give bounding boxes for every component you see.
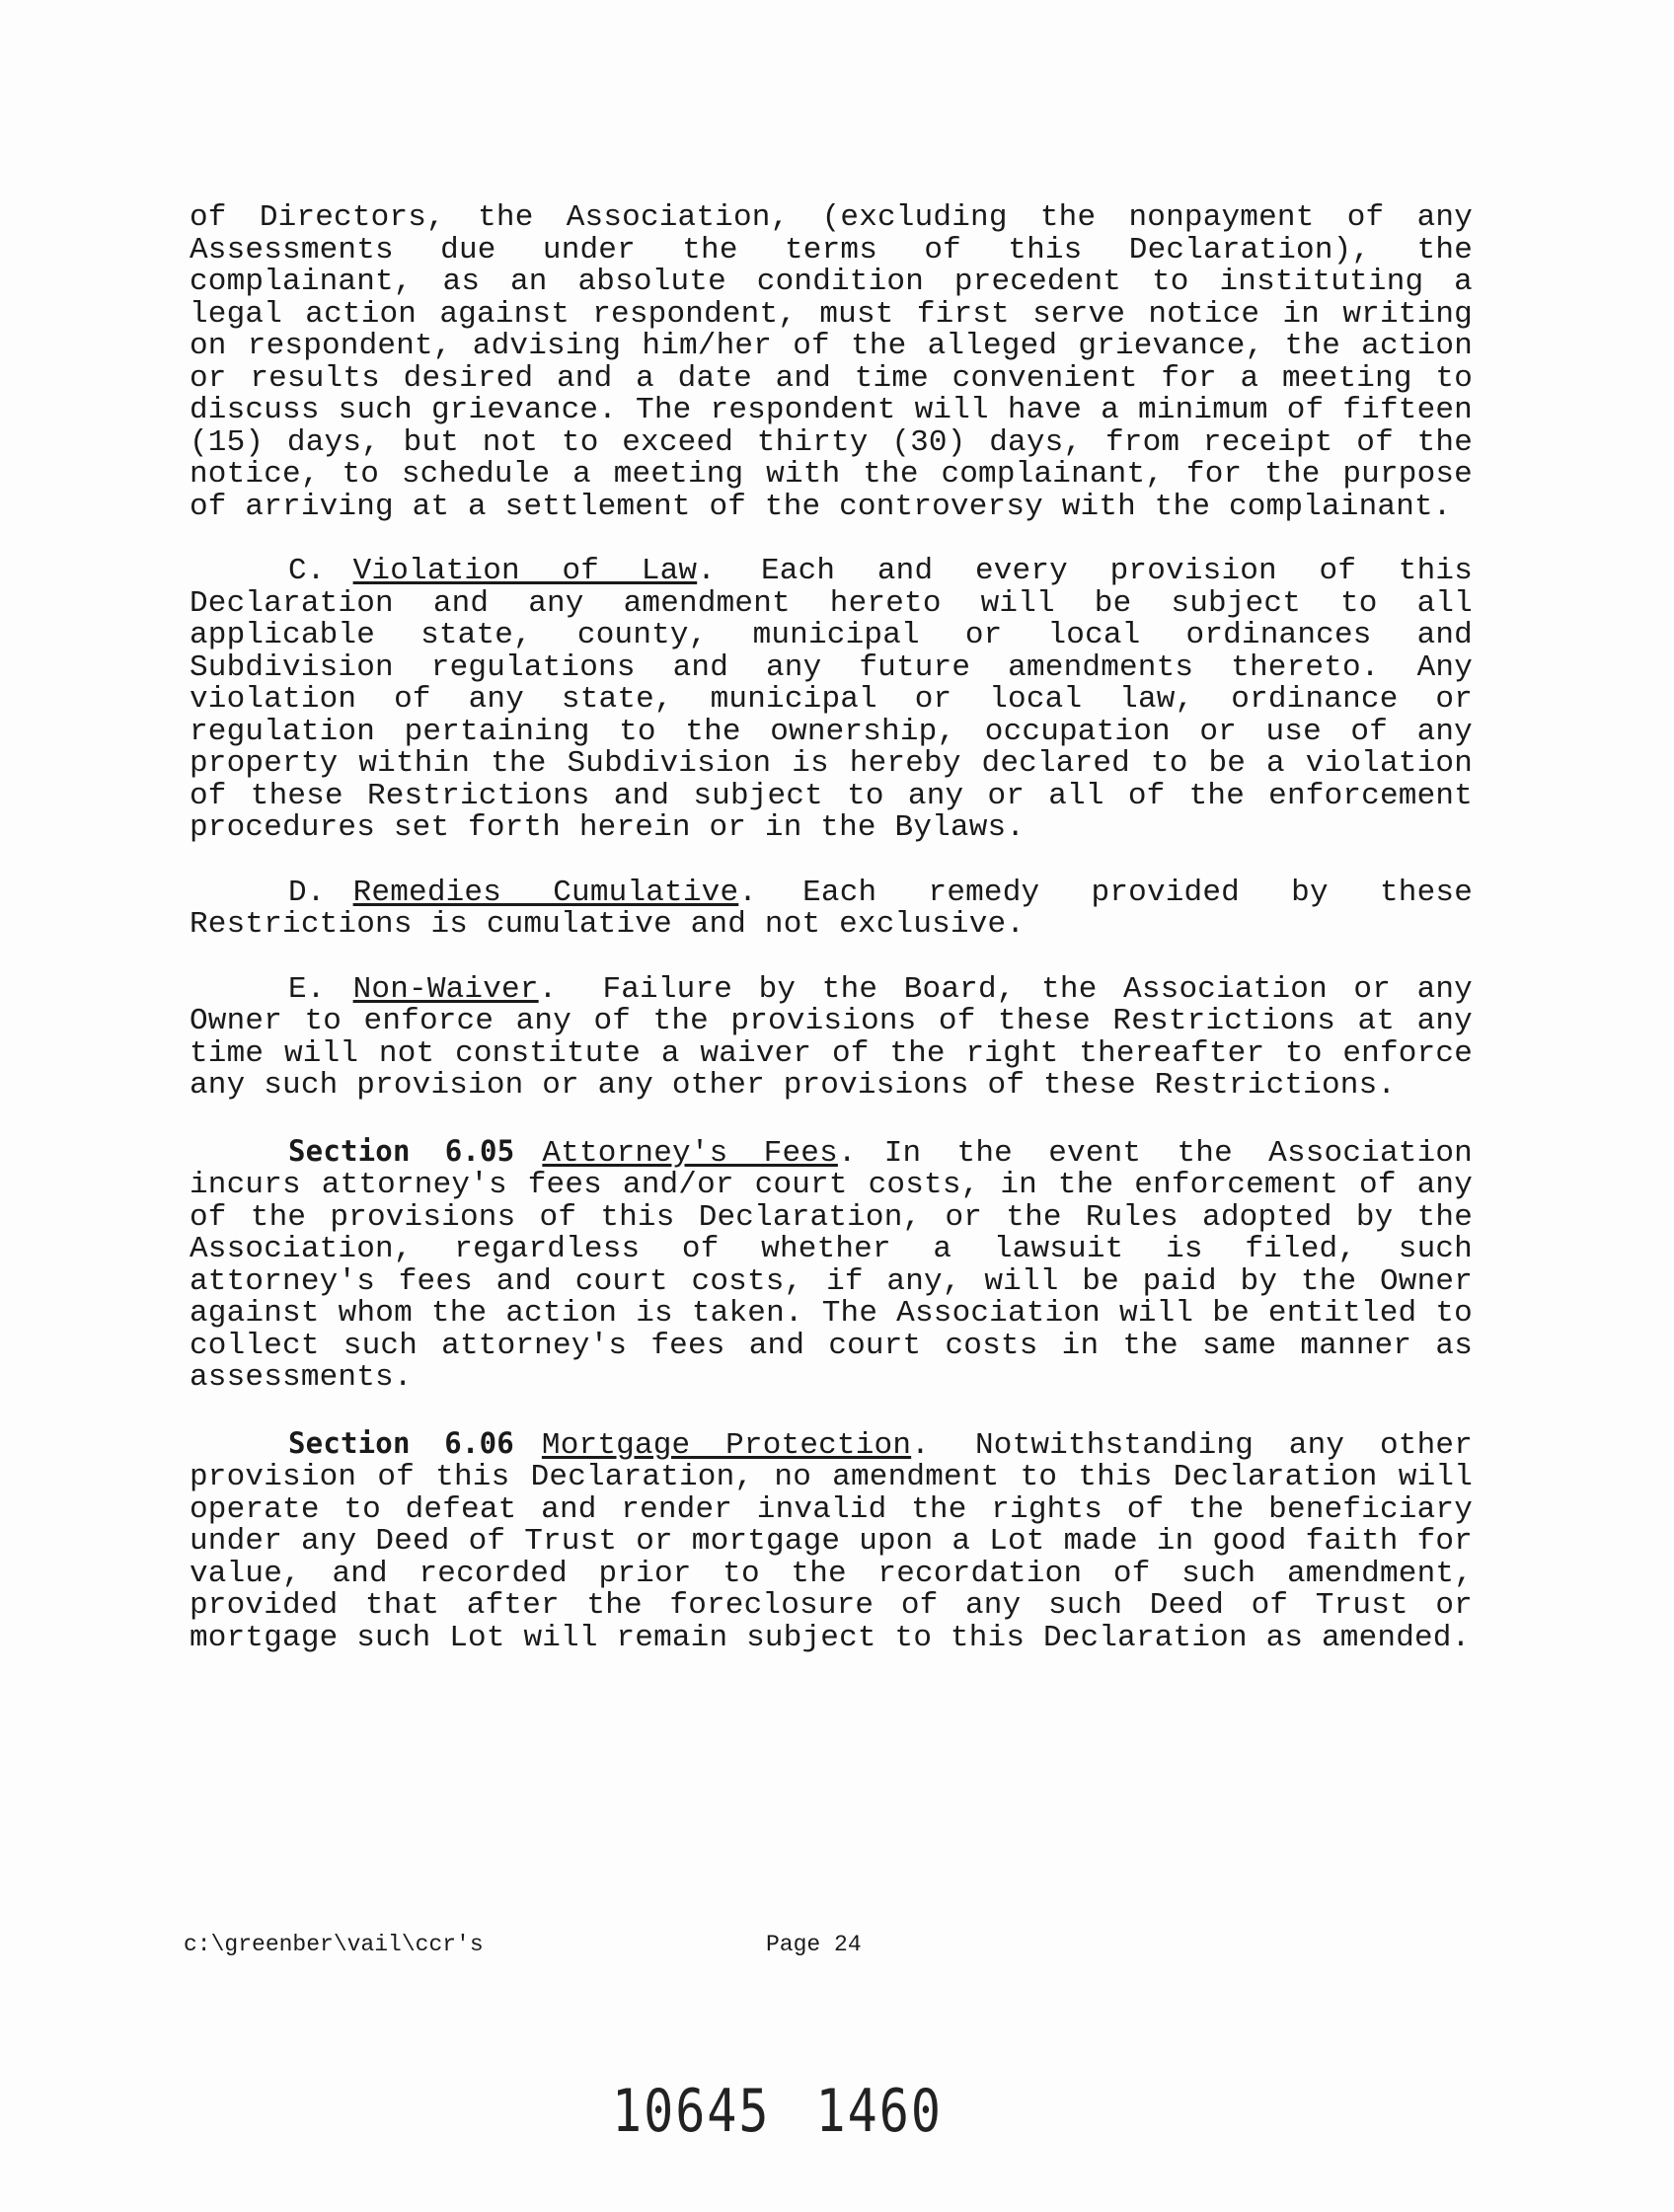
section-label: Section 6.05 [288, 1133, 515, 1168]
subsection-letter: D. [288, 875, 326, 910]
section-text: Notwithstanding any other provision of this Declaration, no amendment to this Declaration will operate to defeat and render invalid the rights of the beneficiary under any Deed of Trust or mortgage upon a Lot made in good faith for value, and recorded prior to the recordation of such amendment, provided that after the foreclosure of any such Deed of Trust or mortgage such Lot will remain subject to this Declaration as amended. [190, 1427, 1474, 1655]
subsection-text: Each remedy provided by these Restrictions is cumulative and not exclusive. [190, 875, 1473, 942]
paragraph-text: of Directors, the Association, (excluding the nonpayment of any Assessments due under the terms of this Declaration), the complainant, as an absolute condition precedent to instituting a legal action against respondent, must first serve notice in writing on respondent, advising him/her of the alleged grievance, the action or results desired and a date and time convenient for a meeting to discuss such grievance. The respondent will have a minimum of fifteen (15) days, but not to exceed thirty (30) days, from receipt of the notice, to schedule a meeting with the complainant, for the purpose of arriving at a settlement of the controversy with the complainant. [190, 200, 1473, 524]
subsection-heading: Remedies Cumulative [352, 875, 739, 910]
subsection-heading: Non-Waiver [352, 971, 539, 1007]
subsection-text: Failure by the Board, the Association or any Owner to enforce any of the provisions of these Restrictions at any time will not constitute a waiver of the right thereafter to enforce any such provision or any other provisions of these Restrictions. [190, 971, 1473, 1103]
subsection-d: D. Remedies Cumulative. Each remedy provided by these Restrictions is cumulative and not exclusive. [190, 875, 1473, 942]
subsection-letter: E. [288, 971, 326, 1007]
footer-file-path: c:\greenber\vail\ccr's [184, 1932, 484, 1957]
section-label: Section 6.06 [288, 1425, 514, 1460]
section-heading: Mortgage Protection [541, 1427, 912, 1463]
recording-stamp [612, 2077, 943, 2146]
document-body [190, 202, 1473, 1687]
subsection-text: Each and every provision of this Declaration and any amendment hereto will be subject to all applicable state, county, municipal or local ordinances and Subdivision regulations and any future amendments thereto. Any violation of any state, municipal or local law, ordinance or regulation pertaining to the ownership, occupation or use of any property within the Subdivision is hereby declared to be a violation of these Restrictions and subject to any or all of the enforcement procedures set forth herein or in the Bylaws. [190, 554, 1473, 845]
section-heading: Attorney's Fees [542, 1135, 838, 1171]
section-6-06: Section 6.06 Mortgage Protection. Notwithstanding any other provision of this Declaration, no amendment to this Declaration will operate to defeat and render invalid the rights of the beneficiary under any Deed of Trust or mortgage upon a Lot made in good faith for value, and recorded prior to the recordation of such amendment, provided that after the foreclosure of any such Deed of Trust or mortgage such Lot will remain subject to this Declaration as amended. [190, 1425, 1474, 1655]
subsection-c: C. Violation of Law. Each and every provision of this Declaration and any amendment hereto will be subject to all applicable state, county, municipal or local ordinances and Subdivision regulations and any future amendments thereto. Any violation of any state, municipal or local law, ordinance or regulation pertaining to the ownership, occupation or use of any property within the Subdivision is hereby declared to be a violation of these Restrictions and subject to any or all of the enforcement procedures set forth herein or in the Bylaws. [190, 554, 1473, 845]
subsection-e: E. Non-Waiver. Failure by the Board, the Association or any Owner to enforce any of the provisions of these Restrictions at any time will not constitute a waiver of the right thereafter to enforce any such provision or any other provisions of these Restrictions. [190, 971, 1473, 1103]
subsection-letter: C. [288, 554, 326, 588]
footer-page-number: Page 24 [766, 1932, 862, 1957]
stamp-page-number: 1460 [815, 2077, 943, 2146]
subsection-heading: Violation of Law [352, 554, 698, 588]
stamp-book-number: 10645 [612, 2077, 771, 2146]
paragraph-continuation [190, 202, 1473, 523]
section-6-05: Section 6.05 Attorney's Fees. In the event the Association incurs attorney's fees and/or court costs, in the enforcement of any of the provisions of this Declaration, or the Rules adopted by the Association, regardless of whether a lawsuit is filed, such attorney's fees and court costs, if any, will be paid by the Owner against whom the action is taken. The Association will be entitled to collect such attorney's fees and court costs in the same manner as assessments. [190, 1133, 1473, 1395]
section-text: In the event the Association incurs attorney's fees and/or court costs, in the enforcement of any of the provisions of this Declaration, or the Rules adopted by the Association, regardless of whether a lawsuit is filed, such attorney's fees and court costs, if any, will be paid by the Owner against whom the action is taken. The Association will be entitled to collect such attorney's fees and court costs in the same manner as assessments. [190, 1135, 1473, 1395]
